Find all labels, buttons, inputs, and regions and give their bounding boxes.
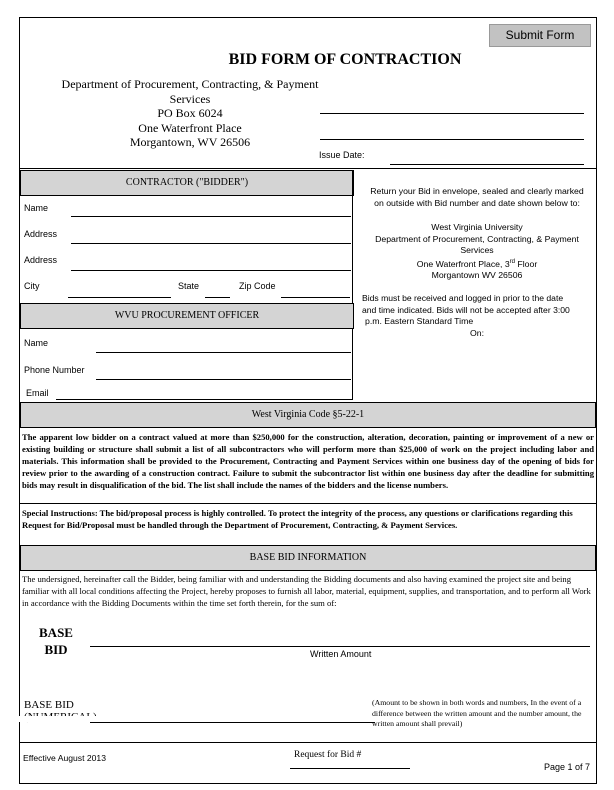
contractor-address-field[interactable] [71, 243, 351, 244]
submit-form-button[interactable]: Submit Form [489, 24, 591, 47]
address-line: Morgantown, WV 26506 [129, 135, 251, 149]
issue-date-field[interactable] [390, 164, 584, 165]
wv-code-text: The apparent low bidder on a contract valued at more than $250,000 for the construction, alteration, decoration, painting or improvement of a new or existing building or structure shall submit a list of all subcontractors who will perform more than $25,000 of work on the project including labor and materials. This information shall be provided to the Procurement, Contracting and Payment Services within one business day of the opening of bids for review prior to the awarding of a construction contract. Failure to submit the subcontractor list within one business day after the deadline for submitting bids may result in disqualification of the bid. The list shall include the names of the bidders and the license numbers. [22, 432, 594, 490]
request-for-bid-label: Request for Bid # [294, 750, 362, 760]
officer-name-field[interactable] [96, 352, 351, 353]
address-line: PO Box 6024 [157, 106, 223, 120]
deadline-line: p.m. Eastern Standard Time [365, 316, 474, 327]
org-line: West Virginia University [431, 222, 523, 232]
page-title: BID FORM OF CONTRACTION [228, 51, 462, 68]
contractor-state-field[interactable] [205, 297, 230, 298]
footer-divider [19, 742, 596, 743]
address-line: One Waterfront Place [138, 120, 242, 135]
top-right-field-line[interactable] [320, 113, 584, 114]
wv-code-header: West Virginia Code §5-22-1 [20, 402, 596, 428]
contractor-address-label: Address [24, 229, 58, 239]
return-line: on outside with Bid number and date shown below to: [374, 197, 580, 208]
officer-email-field[interactable] [56, 399, 352, 400]
base-bid-label-line: BASE [39, 625, 73, 640]
base-bid-label-line: BID [44, 642, 68, 657]
contractor-zip-field[interactable] [281, 297, 350, 298]
divider [19, 503, 596, 504]
org-line: One Waterfront Place, 3rd Floor [416, 258, 538, 269]
org-line: Department of Procurement, Contracting, & Payment [375, 233, 579, 244]
contractor-address2-label: Address [24, 255, 58, 265]
officer-email-label: Email [26, 388, 49, 398]
column-divider [352, 170, 353, 400]
address-line: Department of Procurement, Contracting, & Payment [61, 77, 319, 91]
return-line: Return your Bid in envelope, sealed and clearly marked [370, 186, 584, 196]
request-for-bid-field[interactable] [290, 768, 410, 769]
officer-name-label: Name [24, 338, 49, 348]
deadline-line: and time indicated. Bids will not be accepted after 3:00 [362, 304, 570, 315]
contractor-name-field[interactable] [71, 216, 351, 217]
org-line: Morgantown WV 26506 [431, 269, 523, 280]
contractor-name-label: Name [24, 203, 49, 213]
contractor-city-field[interactable] [68, 297, 171, 298]
base-bid-text: The undersigned, hereinafter call the Bidder, being familiar with and understanding the Bidding documents and also having examined the project site and being familiar with all local conditions affecting the Project, hereby proposes to furnish all labor, material, equipment, supplies, and transportation, and to perform all Work in accordance with the Bidding Documents within the time set forth therein, for the sum of: [22, 574, 591, 608]
numeric-amount-line[interactable] [90, 722, 375, 723]
address-line: Services [169, 91, 211, 106]
written-amount-field[interactable] [90, 646, 590, 647]
contractor-header: CONTRACTOR ("BIDDER") [20, 170, 354, 196]
return-info [362, 186, 592, 339]
contractor-city-label: City [24, 281, 40, 291]
special-instructions: Special Instructions: The bid/proposal process is highly controlled. To protect the integrity of the process, any questions or clarifications regarding this Request for Bid/Proposal must be handled through the Department of Procurement, Contracting, & Payment Services. [22, 508, 573, 530]
officer-phone-field[interactable] [96, 379, 351, 380]
officer-phone-label: Phone Number [24, 365, 85, 375]
base-bid-label [36, 624, 76, 658]
org-line: Services [460, 245, 494, 255]
written-amount-label: Written Amount [310, 649, 372, 659]
officer-header: WVU PROCUREMENT OFFICER [20, 303, 354, 329]
contractor-address2-field[interactable] [71, 270, 351, 271]
contractor-zip-label: Zip Code [239, 281, 276, 291]
address-block [55, 77, 325, 150]
base-bid-header: BASE BID INFORMATION [20, 545, 596, 571]
base-numeric-line: BASE BID [24, 699, 74, 711]
divider [19, 168, 596, 169]
page-number: Page 1 of 7 [544, 762, 591, 772]
deadline-line: Bids must be received and logged in prior to the date [362, 293, 564, 304]
amount-note: (Amount to be shown in both words and numbers, In the event of a difference between the written amount and the number amount, the written amount shall prevail) [372, 698, 582, 728]
effective-date: Effective August 2013 [23, 753, 106, 763]
issue-date-label: Issue Date: [319, 150, 365, 160]
top-right-field-line[interactable] [320, 139, 584, 140]
contractor-state-label: State [178, 281, 200, 291]
on-label: On: [469, 327, 484, 338]
